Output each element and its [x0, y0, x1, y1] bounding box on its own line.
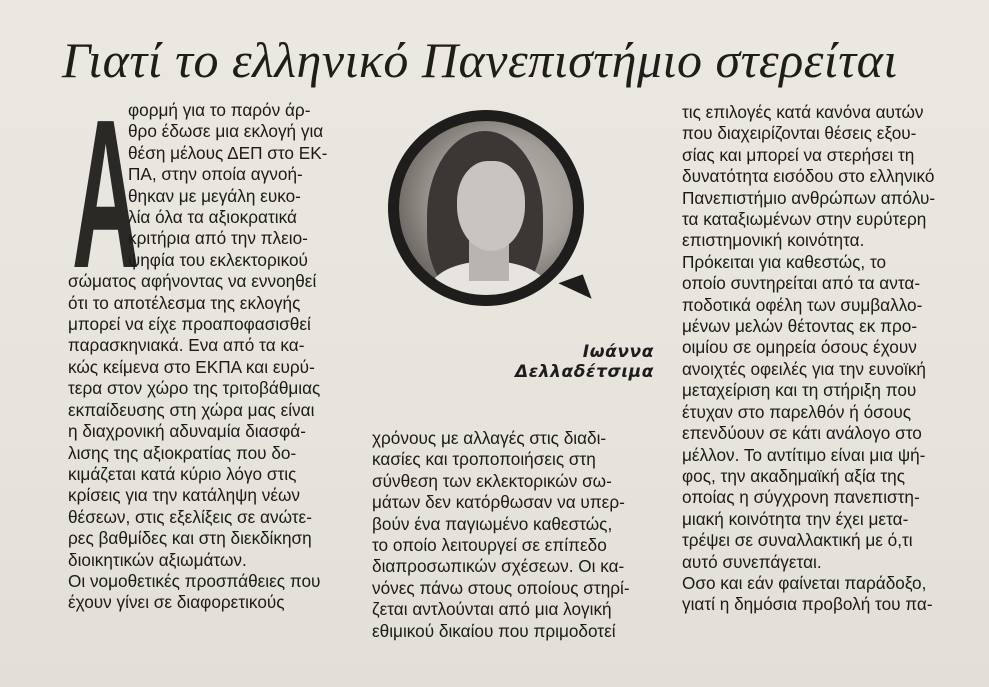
text-line: σώματος αφήνοντας να εννοηθεί — [68, 271, 317, 292]
text-line: παρασκηνιακά. Ενα από τα κα- — [68, 335, 305, 356]
text-line: Πανεπιστήμιο ανθρώπων απόλυ- — [682, 187, 936, 208]
text-line: τα καταξιωμένων στην ευρύτερη — [682, 209, 927, 230]
text-line: τις επιλογές κατά κανόνα αυτών — [682, 102, 924, 122]
text-line: το οποίο λειτουργεί σε επίπεδο — [372, 535, 607, 556]
headline: Γιατί το ελληνικό Πανεπιστήμιο στερείται — [62, 32, 898, 88]
text-line: βούν ένα παγιωμένο καθεστώς, — [372, 513, 613, 534]
column-1 — [68, 75, 344, 614]
text-line: μέλλον. Το αντίτιμο είναι μια ψή- — [682, 444, 926, 465]
text-line: φος, την ακαδημαϊκή αξία της — [682, 465, 906, 486]
text-line: θέσεων, στις εξελίξεις σε ανώτε- — [68, 506, 312, 527]
text-line: μάτων δεν κατόρθωσαν να υπερ- — [372, 492, 625, 513]
text-line: Οι νομοθετικές προσπάθειες που — [68, 570, 321, 591]
author-portrait — [388, 110, 588, 310]
text-line: ζεται αντλούνται από μια λογική — [372, 599, 612, 620]
text-line: θέση μέλους ΔΕΠ στο ΕΚ- — [128, 142, 328, 163]
text-line: οιμίου σε ομηρεία όσους έχουν — [682, 337, 917, 358]
text-line: η διαχρονική αδυναμία διασφά- — [68, 421, 306, 442]
text-line: εθιμικού δικαίου που πριμοδοτεί — [372, 620, 616, 641]
text-line: σίας και μπορεί να στερήσει τη — [682, 144, 915, 165]
text-line: εκπαίδευσης στη χώρα μας είναι — [68, 399, 315, 420]
speech-bubble-tail — [558, 274, 591, 307]
text-line: κρίσεις για την κατάληψη νέων — [68, 485, 300, 506]
text-line: κριτήρια από την πλειο- — [128, 228, 308, 249]
text-line: Οσο και εάν φαίνεται παράδοξο, — [682, 572, 927, 593]
text-line: χρόνους με αλλαγές στις διαδι- — [372, 428, 607, 448]
text-line: μιακή κοινότητα την έχει μετα- — [682, 508, 909, 529]
text-line: τερα στον χώρο της τριτοβάθμιας — [68, 378, 321, 399]
text-line: έτυχαν στο παρελθόν ή όσους — [682, 401, 912, 422]
text-line: λισης της αξιοκρατίας που δο- — [68, 442, 297, 463]
text-line: επενδύουν σε κάτι ανάλογο στο — [682, 423, 922, 444]
text-line: γιατί η δημόσια προβολή του πα- — [682, 594, 933, 615]
text-line: μεταχείριση και τη στήριξη που — [682, 380, 917, 401]
author-byline — [470, 342, 654, 382]
text-line: κώς κείμενα στο ΕΚΠΑ και ευρύ- — [68, 356, 315, 377]
drop-cap: Α — [72, 75, 140, 312]
text-line: κασίες και τροποποιήσεις στη — [372, 449, 596, 470]
text-line: ότι το αποτέλεσμα της εκλογής — [68, 292, 301, 313]
text-line: θρο έδωσε μια εκλογή για — [128, 121, 324, 142]
text-line: μένων μελών θέτοντας εκ προ- — [682, 316, 918, 337]
text-line: σύνθεση των εκλεκτορικών σω- — [372, 470, 612, 491]
text-line: ψηφία του εκλεκτορικού — [128, 249, 308, 270]
text-line: μπορεί να είχε προαποφασισθεί — [68, 314, 311, 335]
text-line: οποίας η σύγχρονη πανεπιστη- — [682, 487, 920, 508]
column-2 — [372, 428, 652, 642]
text-line: ρες βαθμίδες και στη διεκδίκηση — [68, 528, 312, 549]
text-line: κιμάζεται κατά κύριο λόγο στις — [68, 463, 297, 484]
author-first-name: Ιωάννα — [582, 342, 654, 362]
column-3 — [682, 102, 965, 616]
text-line: διοικητικών αξιωμάτων. — [68, 549, 247, 570]
text-line: οποίο συντηρείται από τα αντα- — [682, 273, 921, 294]
text-line: αυτό συνεπάγεται. — [682, 551, 822, 572]
text-line: διαπροσωπικών σχέσεων. Οι κα- — [372, 556, 625, 577]
text-line: ανοιχτές οφειλές για την ευνοϊκή — [682, 358, 926, 379]
text-line: ΠΑ, στην οποία αγνοή- — [128, 164, 303, 185]
text-line: δυνατότητα εισόδου στο ελληνικό — [682, 166, 935, 187]
text-line: ποδοτικά οφέλη των συμβαλλο- — [682, 294, 923, 315]
text-line: νόνες πάνω στους οποίους στηρί- — [372, 577, 630, 598]
text-line: λία όλα τα αξιοκρατικά — [128, 207, 297, 228]
text-line: φορμή για το παρόν άρ- — [128, 100, 311, 120]
text-line: επιστημονική κοινότητα. — [682, 230, 865, 251]
author-last-name: Δελλαδέτσιμα — [514, 362, 654, 382]
author-photo — [399, 121, 573, 295]
text-line: που διαχειρίζονται θέσεις εξου- — [682, 123, 917, 144]
text-line: έχουν γίνει σε διαφορετικούς — [68, 592, 285, 613]
text-line: τρέψει σε συναλλακτική με ό,τι — [682, 530, 913, 551]
text-line: Πρόκειται για καθεστώς, το — [682, 251, 887, 272]
text-line: θηκαν με μεγάλη ευκο- — [128, 185, 301, 206]
